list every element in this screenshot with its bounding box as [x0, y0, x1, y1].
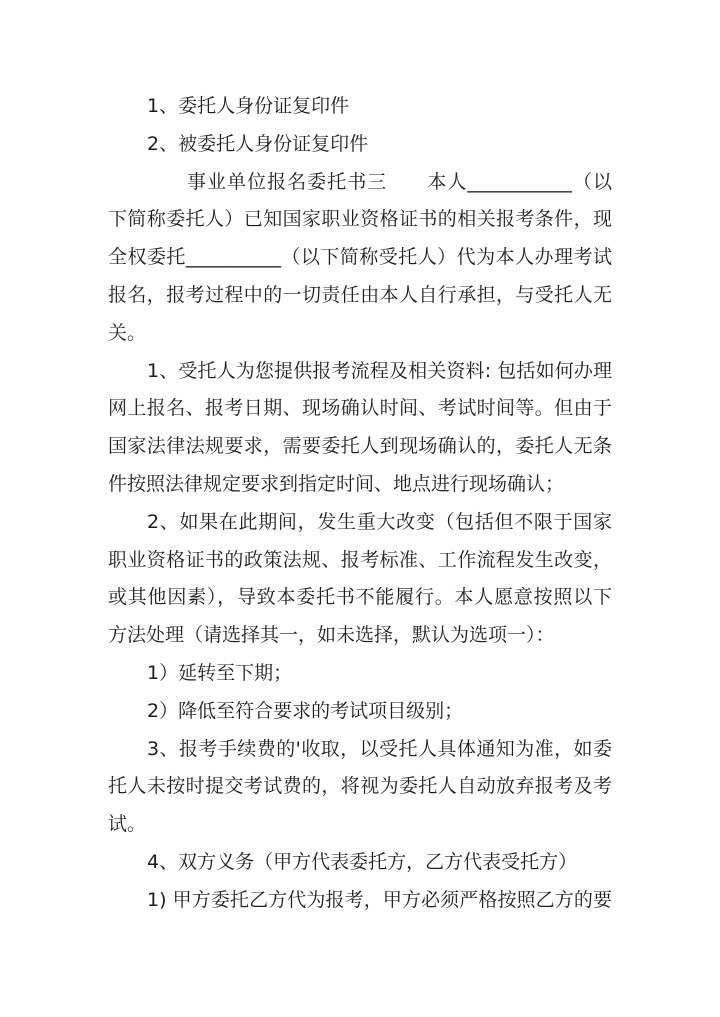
option-1-line: 1）延转至下期； — [147, 661, 293, 684]
attachment-item-2: 2、被委托人身份证复印件 — [147, 132, 369, 155]
attachment-item-1: 1、委托人身份证复印件 — [147, 95, 350, 117]
sub-clause-1-line: 1) 甲方委托乙方代为报考，甲方必须严格按照乙方的要 — [147, 888, 612, 911]
paragraph-line: 件按照法律规定要求到指定时间、地点进行现场确认； — [108, 472, 565, 495]
paragraph-line: 试。 — [108, 813, 147, 836]
clause-1-line: 1、受托人为您提供报考流程及相关资料: 包括如何办理 — [147, 359, 612, 382]
clause-3-line: 3、报考手续费的'收取，以受托人具体通知为准，如委 — [147, 737, 612, 760]
paragraph-line: 网上报名、报考日期、现场确认时间、考试时间等。但由于 — [108, 397, 612, 420]
paragraph-line: 方法处理（请选择其一，如未选择，默认为选项一）： — [108, 624, 555, 647]
paragraph-line: 或其他因素），导致本委托书不能履行。本人愿意按照以下 — [108, 586, 612, 609]
paragraph-line: 报名，报考过程中的一切责任由本人自行承担，与受托人无 — [108, 283, 612, 306]
paragraph-line: 全权委托__________（以下简称受托人）代为本人办理考试 — [108, 246, 612, 269]
clause-2-line: 2、如果在此期间，发生重大改变（包括但不限于国家 — [147, 510, 612, 533]
option-2-line: 2）降低至符合要求的考试项目级别； — [147, 699, 464, 722]
clause-4-line: 4、双方义务（甲方代表委托方，乙方代表受托方） — [147, 850, 578, 873]
paragraph-line: 国家法律法规要求，需要委托人到现场确认的，委托人无条 — [108, 435, 612, 458]
letter-title-line: 事业单位报名委托书三 本人___________（以 — [187, 170, 612, 193]
paragraph-line: 托人未按时提交考试费的，将视为委托人自动放弃报考及考 — [108, 775, 612, 798]
paragraph-line: 下简称委托人）已知国家职业资格证书的相关报考条件，现 — [108, 208, 612, 231]
paragraph-line: 关。 — [108, 321, 147, 344]
paragraph-line: 职业资格证书的政策法规、报考标准、工作流程发生改变， — [108, 548, 612, 571]
document-body — [108, 88, 612, 920]
